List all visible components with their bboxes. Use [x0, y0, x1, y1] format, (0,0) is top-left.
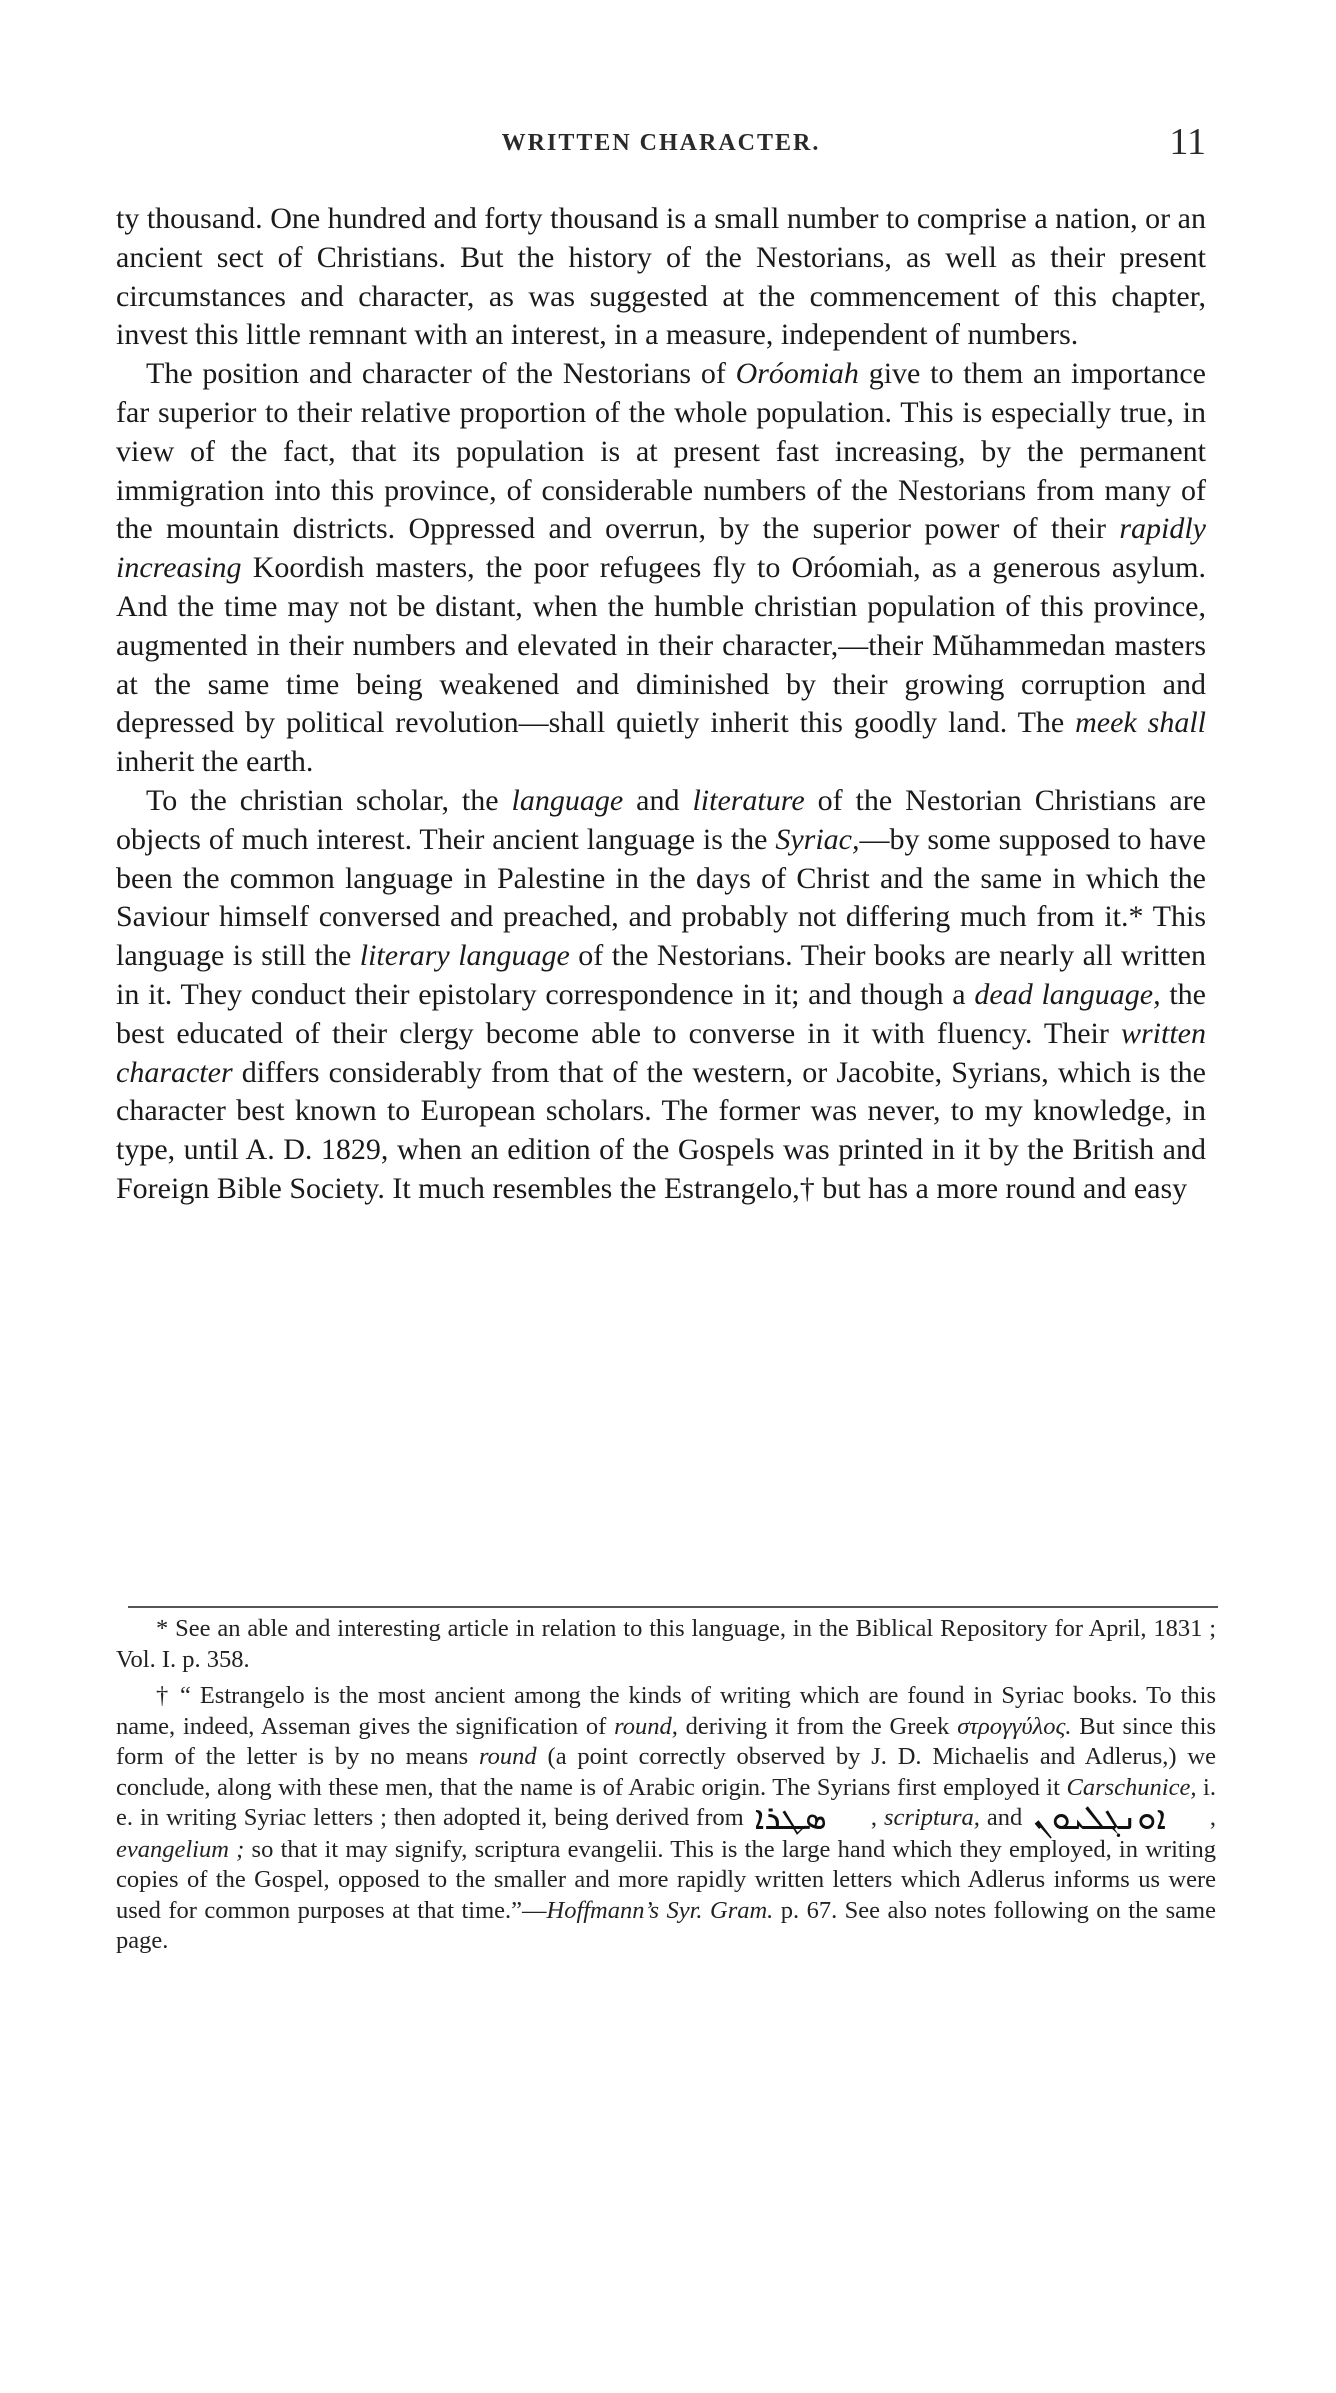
footnote-2-text-k: p. 67. See also notes following on the same page. [116, 1896, 1216, 1954]
paragraph-1-text: ty thousand. One hundred and forty thousand is a small number to comprise a nation, or an ancient sect of Christians. But the history of the Nestorians, as well as their present circumstances and character, as was suggested at the commencement of this chapter, invest this little remnant with an interest, in a measure, independent of numbers. [116, 202, 1206, 352]
footnote-2-text-d: (a point correctly observed by J. D. Michaelis and Adlerus,) we conclude, along with these men, that the name is of Arabic origin. The Syrians first employed it [116, 1743, 1216, 1801]
paragraph-3 [116, 782, 1206, 1209]
paragraph-1 [116, 200, 1206, 355]
footnote-2-text-f: , [870, 1804, 884, 1831]
footnote-2-italic-carschunice: Carschunice, [1066, 1773, 1197, 1801]
paragraph-3-italic-language: language [511, 783, 624, 817]
paragraph-2-text-c: Koordish masters, the poor refugees fly to Oróomiah, as a generous asylum. And the time may not be distant, when the humble christian population of this province, augmented in their numbers and elevated in their character,—their Mŭhammedan masters at the same time being weakened and diminished by their growing corruption and depressed by political revolution—shall quietly inherit this goodly land. The [116, 551, 1206, 740]
footnote-2-text-c: But since this form of the letter is by no means [116, 1712, 1217, 1770]
paragraph-3-italic-syriac: Syriac, [775, 822, 860, 856]
paragraph-3-text-g: differs considerably from that of the western, or Jacobite, Syrians, which is the character best known to European scholars. The former was never, to my knowledge, in type, until A. D. 1829, when an edition of the Gospels was printed in it by the British and Foreign Bible Society. It much resembles the Estrangelo,† but has a more round and easy [116, 1055, 1206, 1205]
footnote-2-text-b: deriving it from the Greek [677, 1712, 958, 1740]
paragraph-2-italic-oroomiah: Oróomiah [735, 357, 859, 391]
paragraph-3-text-d: —by some supposed to have been the common language in Palestine in the days of Christ and the same in which the Saviour himself conversed and preached, and probably not differing much from it.* This language is still the [116, 822, 1206, 973]
paragraph-2-text-a: The position and character of the Nestorians of [146, 357, 736, 391]
footnote-2-text-a: † “ Estrangelo is the most ancient among the kinds of writing which are found in Syriac books. To this name, indeed, Asseman gives the signification of [116, 1682, 1216, 1740]
running-head: WRITTEN CHARACTER. [501, 130, 821, 156]
footnote-2-italic-scriptura: scriptura, [883, 1804, 980, 1831]
footnote-2-italic-hoffmann: Hoffmann’s Syr. Gram. [546, 1896, 774, 1924]
footnote-rule [128, 1606, 1218, 1608]
page-header [116, 120, 1206, 166]
paragraph-3-italic-dead-language: dead language, [974, 977, 1161, 1011]
footnote-2-italic-round: round, [614, 1712, 678, 1740]
paragraph-3-text-f: the best educated of their clergy become able to converse in it with fluency. Their [116, 977, 1206, 1050]
paragraph-2-italic-meek: meek shall [1075, 706, 1206, 740]
paragraph-3-italic-literary-language: literary language [359, 939, 570, 973]
footnote-2-text-j: so that it may signify, scriptura evangelii. This is the large hand which they employed, in writing copies of the Gospel, opposed to the smaller and more rapidly written letters which Adlerus informs us were used for common purposes at that time.”— [116, 1835, 1216, 1924]
paragraph-2-text-d: inherit the earth. [116, 745, 314, 779]
footnote-2-greek-word: στρογγύλος. [957, 1712, 1072, 1740]
page-number: 11 [1169, 121, 1206, 163]
footnote-2-text-e: i. e. in writing Syriac letters ; then adopted it, being derived from [116, 1773, 1216, 1831]
footnotes [116, 1614, 1216, 1957]
paragraph-3-text-b: and [623, 783, 693, 817]
paragraph-2-text-b: give to them an importance far superior to their relative proportion of the whole population. This is especially true, in view of the fact, that its population is at present fast increasing, by the permanent immigration into this province, of considerable numbers of the Nestorians from many of the mountain districts. Oppressed and overrun, by the superior power of their [116, 357, 1206, 546]
footnote-2-text-h: , [1209, 1804, 1217, 1831]
paragraph-2 [116, 355, 1206, 782]
footnote-2-text-g: and [979, 1804, 1030, 1831]
footnote-2-italic-round-2: round [479, 1743, 537, 1770]
footnote-1: * See an able and interesting article in relation to this language, in the Biblical Repository for April, 1831 ; Vol. I. p. 358. [116, 1615, 1216, 1673]
footnote-2-syriac-word-2: ܐܘܢܓܠܝܘܢ [1033, 1800, 1166, 1837]
paragraph-3-text-e: of the Nestorians. Their books are nearly all written in it. They conduct their epistolary correspondence in it; and though a [116, 939, 1206, 1011]
paragraph-3-italic-written-character: written character [116, 1016, 1206, 1089]
footnote-2 [116, 1681, 1216, 1957]
paragraph-3-text-a: To the christian scholar, the [146, 783, 512, 817]
footnote-2-italic-evangelium: evangelium ; [116, 1835, 245, 1863]
footnote-2-syriac-word-1: ܣܛܪܐ [754, 1800, 827, 1837]
body-text [116, 200, 1206, 1209]
paragraph-3-italic-literature: literature [692, 783, 805, 817]
paragraph-2-italic-rapidly: rapidly increasing [116, 512, 1206, 585]
paragraph-3-text-c: of the Nestorian Christians are objects of much interest. Their ancient language is the [116, 783, 1206, 856]
